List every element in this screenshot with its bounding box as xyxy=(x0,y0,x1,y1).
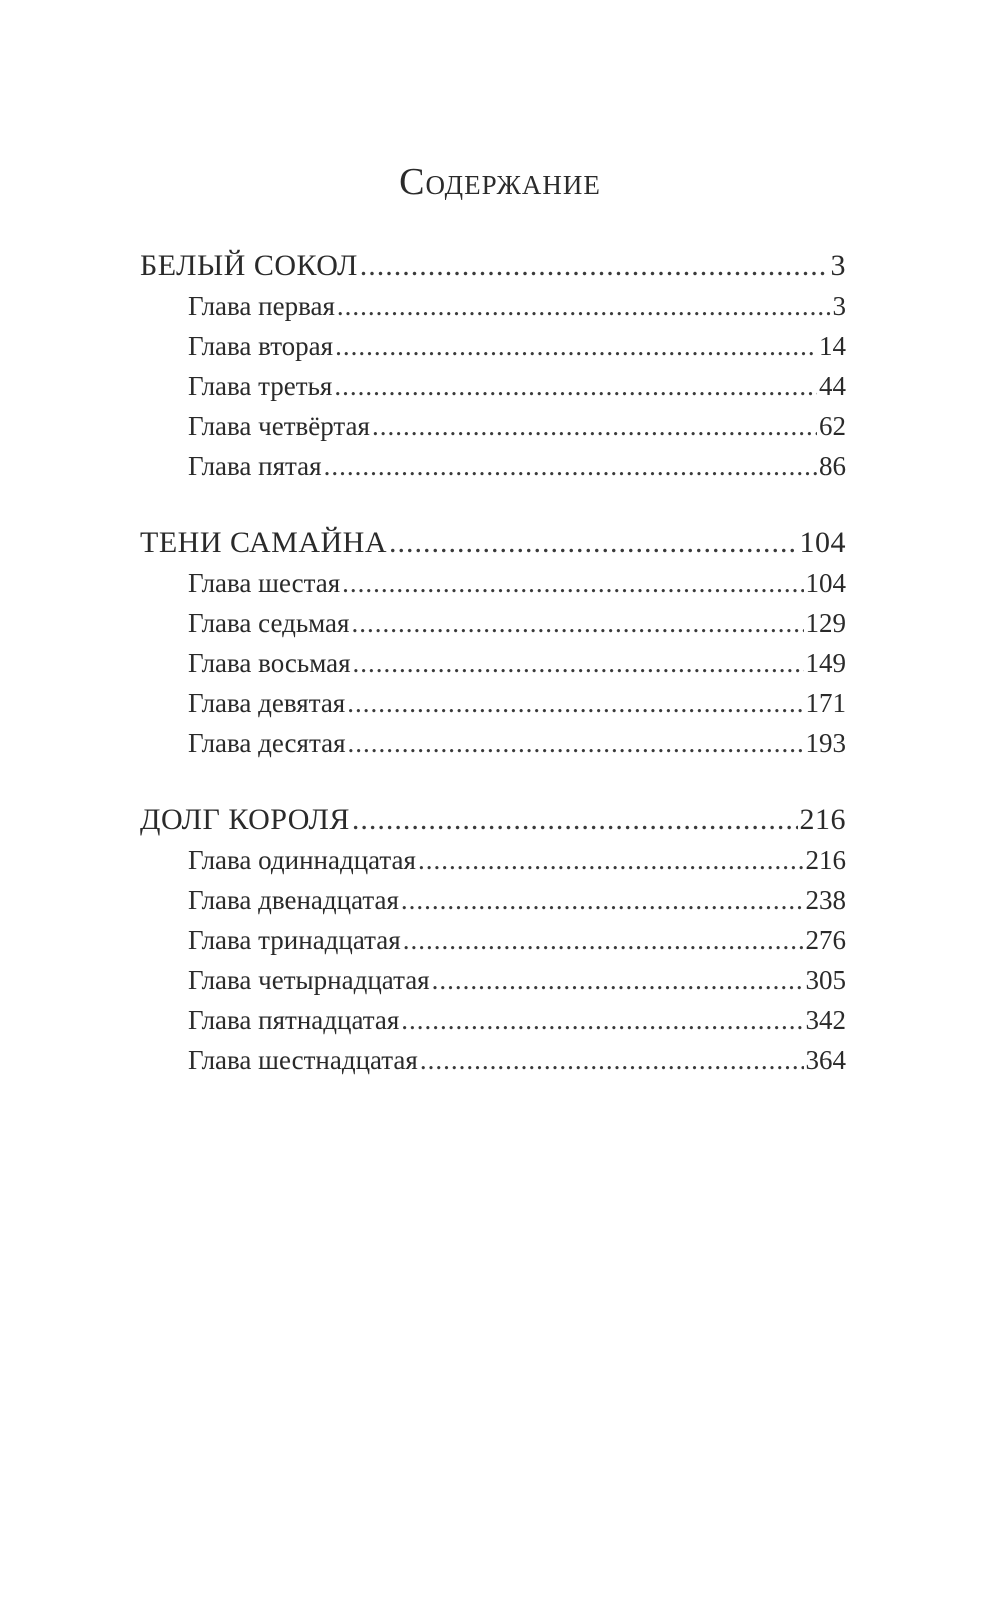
part-title: БЕЛЫЙ СОКОЛ xyxy=(140,249,358,282)
toc-part xyxy=(140,800,846,1080)
page-number: 86 xyxy=(819,451,846,481)
toc-chapter-entry[interactable] xyxy=(140,286,846,326)
toc-part xyxy=(140,523,846,763)
toc-part-entry[interactable] xyxy=(140,523,846,563)
chapter-title: Глава пятнадцатая xyxy=(188,1005,400,1035)
page-number: 305 xyxy=(805,965,846,995)
dot-leader xyxy=(360,246,829,286)
chapter-title: Глава тринадцатая xyxy=(188,925,401,955)
dot-leader xyxy=(372,406,817,446)
page-number: 44 xyxy=(819,371,846,401)
toc-part-entry[interactable] xyxy=(140,246,846,286)
page-number: 62 xyxy=(819,411,846,441)
chapter-title: Глава шестнадцатая xyxy=(188,1045,418,1075)
toc-chapter-entry[interactable] xyxy=(140,840,846,880)
dot-leader xyxy=(420,1040,804,1080)
toc-chapter-entry[interactable] xyxy=(140,1000,846,1040)
dot-leader xyxy=(337,286,831,326)
dot-leader xyxy=(418,840,804,880)
toc-chapter-entry[interactable] xyxy=(140,406,846,446)
page-number: 364 xyxy=(805,1045,846,1075)
dot-leader xyxy=(347,683,803,723)
page-number: 342 xyxy=(805,1005,846,1035)
page-number: 104 xyxy=(799,526,846,559)
dot-leader xyxy=(401,1000,803,1040)
chapter-title: Глава одиннадцатая xyxy=(188,845,416,875)
table-of-contents xyxy=(140,246,846,1117)
toc-part-entry[interactable] xyxy=(140,800,846,840)
page-number: 3 xyxy=(832,291,846,321)
toc-chapter-entry[interactable] xyxy=(140,920,846,960)
page-number: 216 xyxy=(799,803,846,836)
chapter-title: Глава десятая xyxy=(188,728,346,758)
toc-chapter-entry[interactable] xyxy=(140,603,846,643)
dot-leader xyxy=(334,366,817,406)
toc-chapter-entry[interactable] xyxy=(140,563,846,603)
dot-leader xyxy=(348,723,804,763)
chapter-title: Глава вторая xyxy=(188,331,334,361)
chapter-title: Глава четвёртая xyxy=(188,411,370,441)
page-number: 238 xyxy=(805,885,846,915)
dot-leader xyxy=(352,800,798,840)
page-number: 171 xyxy=(805,688,846,718)
page-number: 149 xyxy=(805,648,846,678)
chapter-title: Глава третья xyxy=(188,371,333,401)
toc-chapter-entry[interactable] xyxy=(140,446,846,486)
dot-leader xyxy=(389,523,798,563)
dot-leader xyxy=(401,880,804,920)
chapter-title: Глава пятая xyxy=(188,451,322,481)
part-title: ДОЛГ КОРОЛЯ xyxy=(140,803,350,836)
dot-leader xyxy=(335,326,817,366)
dot-leader xyxy=(351,603,803,643)
dot-leader xyxy=(324,446,817,486)
page-number: 3 xyxy=(830,249,846,282)
dot-leader xyxy=(432,960,804,1000)
toc-chapter-entry[interactable] xyxy=(140,366,846,406)
chapter-title: Глава двенадцатая xyxy=(188,885,399,915)
dot-leader xyxy=(403,920,804,960)
toc-chapter-entry[interactable] xyxy=(140,723,846,763)
toc-chapter-entry[interactable] xyxy=(140,683,846,723)
chapter-title: Глава шестая xyxy=(188,568,341,598)
page-number: 276 xyxy=(805,925,846,955)
page-number: 129 xyxy=(805,608,846,638)
part-title: ТЕНИ САМАЙНА xyxy=(140,526,387,559)
page-number: 216 xyxy=(805,845,846,875)
page-number: 14 xyxy=(819,331,846,361)
page-title: Содержание xyxy=(399,161,601,203)
toc-chapter-entry[interactable] xyxy=(140,960,846,1000)
chapter-title: Глава четырнадцатая xyxy=(188,965,430,995)
toc-part xyxy=(140,246,846,486)
page-number: 104 xyxy=(805,568,846,598)
toc-chapter-entry[interactable] xyxy=(140,1040,846,1080)
toc-chapter-entry[interactable] xyxy=(140,643,846,683)
chapter-title: Глава первая xyxy=(188,291,335,321)
toc-chapter-entry[interactable] xyxy=(140,880,846,920)
toc-chapter-entry[interactable] xyxy=(140,326,846,366)
dot-leader xyxy=(353,643,804,683)
page-number: 193 xyxy=(805,728,846,758)
chapter-title: Глава седьмая xyxy=(188,608,350,638)
dot-leader xyxy=(342,563,803,603)
chapter-title: Глава восьмая xyxy=(188,648,351,678)
chapter-title: Глава девятая xyxy=(188,688,346,718)
